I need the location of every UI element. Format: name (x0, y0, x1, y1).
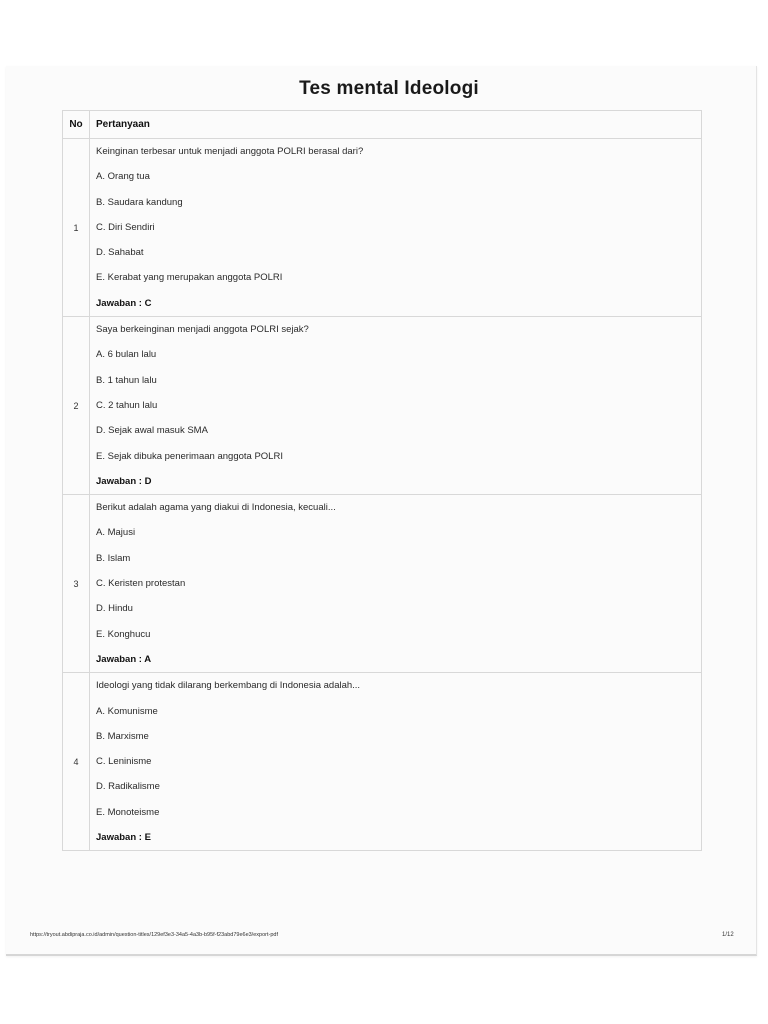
question-number: 1 (63, 139, 90, 317)
answer-option: C. Keristen protestan (96, 578, 186, 590)
table-row (63, 139, 702, 317)
table-row (63, 495, 702, 673)
answer-option: B. 1 tahun lalu (96, 374, 157, 386)
question-cell (90, 139, 702, 317)
answer-option: E. Sejak dibuka penerimaan anggota POLRI (96, 450, 283, 462)
answer-option: B. Saudara kandung (96, 196, 183, 208)
table-row (63, 317, 702, 495)
answer-option: A. 6 bulan lalu (96, 349, 157, 361)
answer-option: A. Majusi (96, 527, 136, 539)
answer-option: D. Hindu (96, 603, 133, 615)
answer-option: C. 2 tahun lalu (96, 399, 158, 411)
question-number: 2 (63, 317, 90, 495)
question-text: Berikut adalah agama yang diakui di Indonesia, kecuali... (96, 502, 336, 514)
pdf-page (6, 66, 757, 956)
answer-option: B. Marxisme (96, 730, 149, 742)
answer-option: A. Orang tua (96, 171, 150, 183)
answer-option: E. Konghucu (96, 628, 151, 640)
header-no: No (63, 111, 90, 139)
question-cell (90, 317, 702, 495)
header-question: Pertanyaan (90, 111, 702, 139)
question-text: Keinginan terbesar untuk menjadi anggota POLRI berasal dari? (96, 146, 364, 157)
question-table-body (63, 139, 702, 851)
answer-key: Jawaban : A (96, 653, 152, 665)
answer-option: C. Leninisme (96, 756, 152, 768)
answer-option: B. Islam (96, 552, 131, 564)
page-number: 1/12 (722, 932, 734, 938)
answer-option: E. Monoteisme (96, 806, 160, 818)
answer-key: Jawaban : C (96, 297, 152, 309)
answer-key: Jawaban : D (96, 475, 152, 487)
question-table (62, 110, 702, 851)
answer-option: E. Kerabat yang merupakan anggota POLRI (96, 272, 283, 284)
answer-key: Jawaban : E (96, 832, 151, 844)
page-title: Tes mental Ideologi (299, 78, 479, 99)
question-cell (90, 673, 702, 851)
table-row (63, 673, 702, 851)
answer-option: D. Sejak awal masuk SMA (96, 425, 208, 437)
question-number: 3 (63, 495, 90, 673)
footer-url: https://tryout.abdipraja.co.id/admin/question-titles/129ef3e3-34a5-4a3b-b95f-f23abd79e6e3/export-pdf (30, 932, 278, 938)
question-cell (90, 495, 702, 673)
answer-option: D. Radikalisme (96, 781, 160, 793)
answer-option: D. Sahabat (96, 247, 144, 259)
question-text: Saya berkeinginan menjadi anggota POLRI sejak? (96, 324, 309, 336)
answer-option: C. Diri Sendiri (96, 221, 155, 233)
answer-option: A. Komunisme (96, 705, 158, 717)
table-header-row (63, 111, 702, 139)
question-number: 4 (63, 673, 90, 851)
question-text: Ideologi yang tidak dilarang berkembang di Indonesia adalah... (96, 680, 361, 692)
